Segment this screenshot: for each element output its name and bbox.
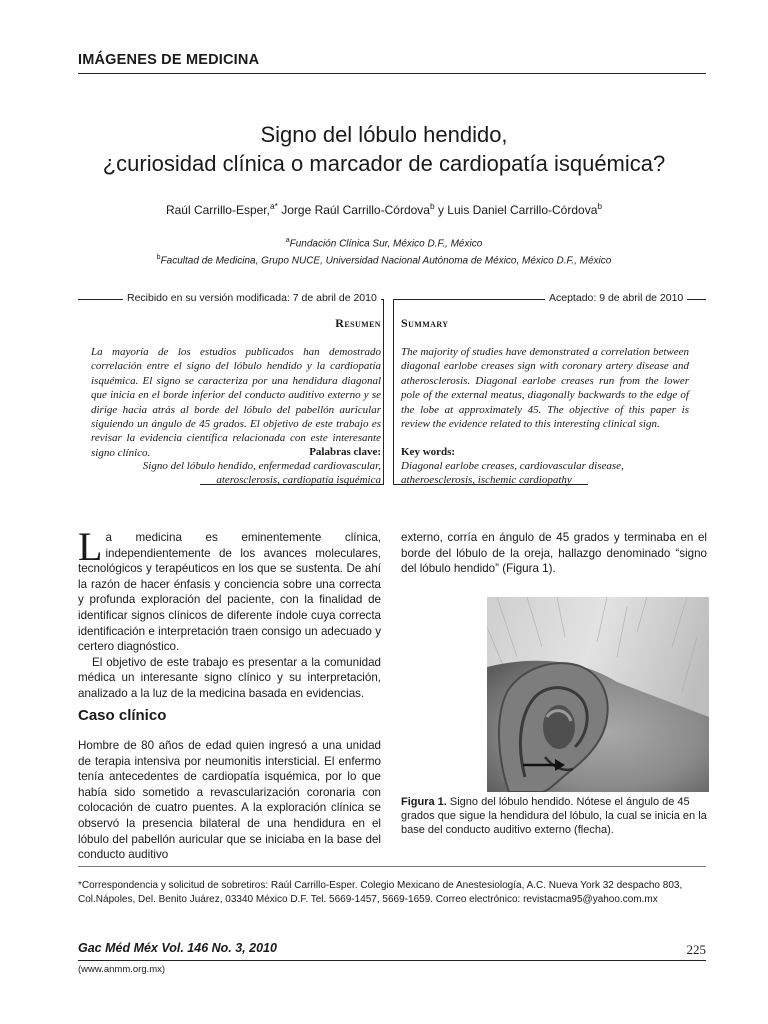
abstract-es-heading: Resumen — [335, 316, 381, 330]
keywords-es-label: Palabras clave: — [309, 446, 381, 458]
intro-paragraph-1: a medicina es eminentemente clínica, independientemente de los avances moleculares, tecnológicos y terapéuticos en los que se sustenta. De ahí la razón de hacer énfasis y conciencia sobre una correcta y profunda exploración del paciente, con la finalidad de identificar signos clínicos de diferente índole cuya correcta identificación e interpretación traen consigo un adecuado y certero diagnóstico. — [78, 531, 381, 654]
page-number: 225 — [686, 942, 706, 957]
affil-b: Facultad de Medicina, Grupo NUCE, Universidad Nacional Autónoma de México, México D.F., México — [160, 255, 612, 267]
figure-label: Figura 1. — [401, 796, 447, 808]
journal-reference: Gac Méd Méx Vol. 146 No. 3, 2010 — [78, 941, 277, 955]
intro-paragraph-2: El objetivo de este trabajo es presentar a la comunidad médica un interesante signo clínico y su interpretación, analizado a la luz de la medicina basada en evidencias. — [78, 655, 381, 700]
author-3: y Luis Daniel Carrillo-Córdova — [434, 203, 598, 217]
title-line-2: ¿curiosidad clínica o marcador de cardiopatía isquémica? — [102, 151, 666, 176]
website-link[interactable]: (www.anmm.org.mx) — [78, 964, 166, 975]
abstract-en-text: The majority of studies have demonstrated a correlation between diagonal earlobe creases sign with coronary artery disease and atherosclerosis. Diagonal earlobe creases run from the lower pole of the external meatus, diagonally backwards to the edge of the lobe at approximately 45. The objective of this paper is review the evidence related to this interesting clinical sign. — [401, 346, 689, 431]
correspondence-footnote: *Correspondencia y solicitud de sobretiros: Raúl Carrillo-Esper. Colegio Mexicano de Anestesiología, A.C. Nueva York 32 despacho 803, Col.Nápoles, Del. Benito Juárez, 03340 México D.F. Tel. 5669-1457, 5669-1659. Correo electrónico: revistacma95@yahoo.com.mx — [78, 880, 683, 905]
figure-caption-text: Signo del lóbulo hendido. Nótese el ángulo de 45 grados que sigue la hendidura del lóbulo, la cual se inicia en la base del conducto auditivo externo (flecha). — [401, 796, 707, 836]
keywords-es-line-2: aterosclerosis, cardiopatía isquémica — [216, 474, 381, 486]
abstract-es-text: La mayoría de los estudios publicados han demostrado correlación entre el signo del lóbulo hendido y la cardiopatía isquémica. El signo se caracteriza por una hendidura diagonal que inicia en el borde inferior del conducto auditivo externo y se dirige hacia atrás al borde del lóbulo del pabellón auricular siguiendo un ángulo de 45 grados. El objetivo de este trabajo es revisar la evidencia científica relacionada con este interesante signo clínico. — [91, 346, 381, 459]
title-line-1: Signo del lóbulo hendido, — [260, 122, 508, 147]
keywords-es — [91, 459, 381, 487]
footnote-rule — [78, 866, 706, 867]
case-heading: Caso clínico — [78, 707, 167, 724]
article-title — [60, 120, 708, 178]
author-1: Raúl Carrillo-Esper, — [165, 203, 270, 217]
keywords-en-label: Key words: — [401, 446, 456, 458]
received-date: Recibido en su versión modificada: 7 de abril de 2010 — [123, 292, 381, 304]
ear-photograph — [487, 597, 709, 792]
abstract-es-right-rule — [383, 299, 384, 484]
dropcap: L — [78, 524, 103, 569]
keywords-en-line-1: Diagonal earlobe creases, cardiovascular disease, — [401, 460, 624, 472]
author-2-sup: b — [429, 201, 435, 211]
accepted-date: Aceptado: 9 de abril de 2010 — [545, 292, 687, 304]
right-paragraph-1: externo, corría en ángulo de 45 grados y terminaba en el borde del lóbulo de la oreja, hallazgo denominado “signo del lóbulo hendido” (Figura 1). — [401, 531, 707, 576]
header-rule — [78, 73, 706, 74]
keywords-en — [401, 459, 701, 487]
author-2: Jorge Raúl Carrillo-Córdova — [277, 203, 430, 217]
author-3-sup: b — [597, 201, 603, 211]
section-header: IMÁGENES DE MEDICINA — [78, 52, 260, 68]
affiliations — [60, 234, 708, 269]
affil-a: Fundación Clínica Sur, México D.F., México — [289, 238, 483, 250]
footer-rule — [78, 960, 706, 961]
intro-section — [78, 524, 381, 702]
affil-a-sup: a — [285, 237, 290, 244]
abstract-en-heading: Summary — [401, 316, 449, 330]
affil-b-sup: b — [156, 254, 161, 262]
keywords-en-line-2: atheroesclerosis, ischemic cardiopathy — [401, 474, 572, 486]
author-1-sup: a* — [269, 201, 278, 211]
author-list — [60, 201, 708, 217]
case-paragraph-1: Hombre de 80 años de edad quien ingresó a una unidad de terapia intensiva por neumonitis intersticial. El enfermo tenía antecedentes de cardiopatía isquémica, por lo que había sido sometido a revascularización coronaria con colocación de cuatro puentes. A la exploración clínica se observó la presencia bilateral de una hendidura en el lóbulo del pabellón auricular que se iniciaba en la base del conducto auditivo — [78, 739, 381, 862]
keywords-es-line-1: Signo del lóbulo hendido, enfermedad cardiovascular, — [142, 460, 381, 472]
figure-caption — [401, 795, 707, 837]
abstract-en-left-rule — [393, 299, 394, 484]
